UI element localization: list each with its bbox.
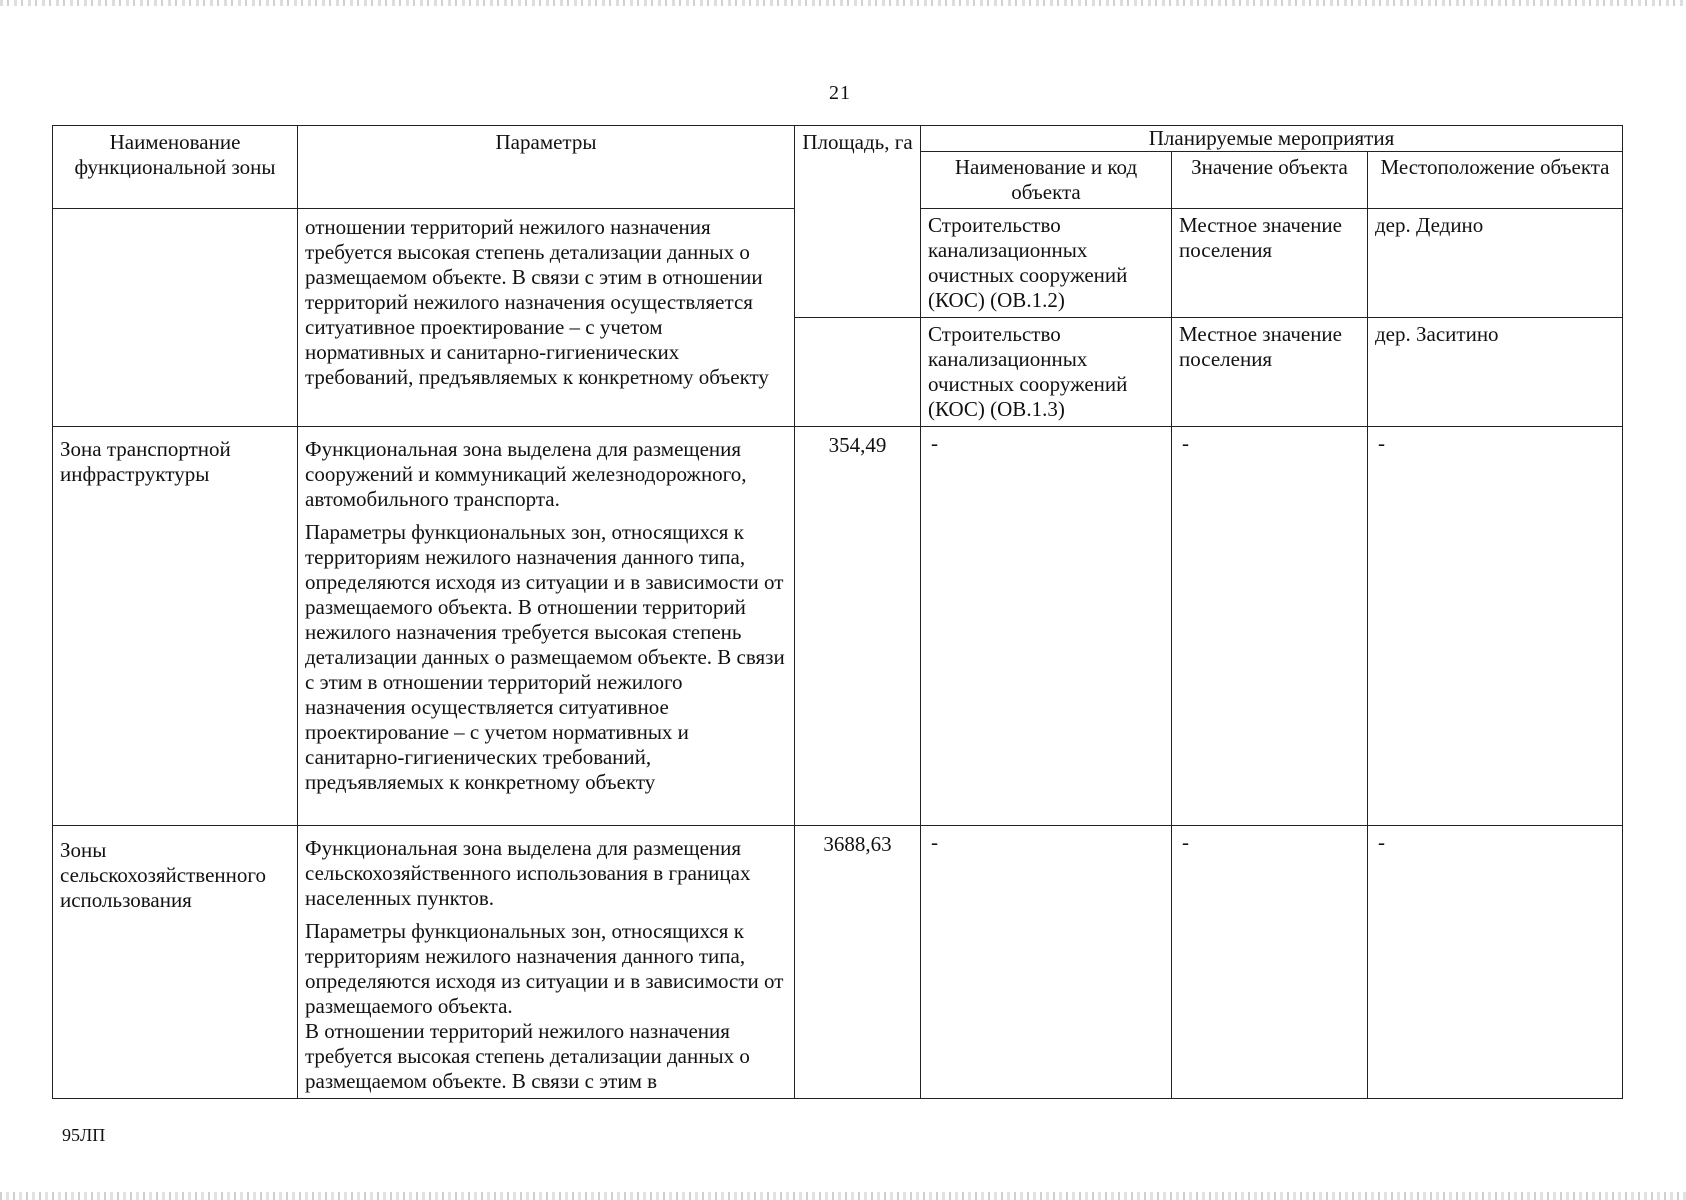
zone-area: 354,49 <box>795 427 921 826</box>
zone-parameters <box>298 826 795 1099</box>
table-row <box>53 826 1623 1099</box>
zone-object-location: - <box>1368 826 1623 1099</box>
footer-document-code: 95ЛП <box>62 1125 106 1145</box>
zone-parameters <box>298 427 795 826</box>
event-2-value: Местное значение поселения <box>1172 318 1368 427</box>
zone-object-name: - <box>921 427 1172 826</box>
continuation-area-cell <box>795 318 921 427</box>
zone-parameters-paragraph: Параметры функциональных зон, относящихся к территориям нежилого назначения данного типа, определяются исходя из ситуации и в зависимости от размещаемого объекта. В отношении территорий нежилого назначения требуется высокая степень детализации данных о размещаемом объекте. В связи с этим в отношении территорий нежилого назначения осуществляется ситуативное проектирование – с учетом нормативных и санитарно-гигиенических требований, предъявляемых к конкретному объекту <box>305 520 785 794</box>
zone-parameters-paragraph: В отношении территорий нежилого назначения требуется высокая степень детализации данных о размещаемом объекте. В связи с этим в <box>305 1019 750 1093</box>
scan-edge-bottom <box>0 1192 1686 1200</box>
header-object-location: Местоположение объекта <box>1368 152 1623 209</box>
zone-name: Зона транспортной инфраструктуры <box>53 427 298 826</box>
header-row-1 <box>53 126 1623 152</box>
zone-object-name: - <box>921 826 1172 1099</box>
header-object-value: Значение объекта <box>1172 152 1368 209</box>
header-planned-events: Планируемые мероприятия <box>921 126 1623 152</box>
zone-object-value: - <box>1172 826 1368 1099</box>
header-parameters: Параметры <box>298 126 795 209</box>
event-1-value: Местное значение поселения <box>1172 209 1368 318</box>
event-2-name: Строительство канализационных очистных сооружений (КОС) (ОВ.1.3) <box>921 318 1172 427</box>
zone-area: 3688,63 <box>795 826 921 1099</box>
zone-name: Зоны сельскохозяйственного использования <box>53 826 298 1099</box>
zone-parameters-paragraph: Функциональная зона выделена для размещения сооружений и коммуникаций железнодорожного, автомобильного транспорта. <box>305 437 747 511</box>
continuation-zone-cell <box>53 209 298 427</box>
table-row <box>53 427 1623 826</box>
zone-parameters-paragraph: Параметры функциональных зон, относящихся к территориям нежилого назначения данного типа, определяются исходя из ситуации и в зависимости от размещаемого объекта. <box>305 919 784 1018</box>
event-1-name: Строительство канализационных очистных сооружений (КОС) (ОВ.1.2) <box>921 209 1172 318</box>
header-area: Площадь, га <box>795 126 921 318</box>
scan-edge-top <box>0 0 1686 6</box>
event-2-location: дер. Заситино <box>1368 318 1623 427</box>
zone-object-location: - <box>1368 427 1623 826</box>
continuation-parameters-text: отношении территорий нежилого назначения требуется высокая степень детализации данных о размещаемом объекте. В связи с этим в отношении территорий нежилого назначения осуществляется ситуативное проектирование – с учетом нормативных и санитарно-гигиенических требований, предъявляемых к конкретному объекту <box>305 215 769 389</box>
functional-zones-table <box>52 125 1623 1099</box>
header-object-name: Наименование и код объекта <box>921 152 1172 209</box>
header-zone-name: Наименование функциональной зоны <box>53 126 298 209</box>
zone-parameters-paragraph: Функциональная зона выделена для размещения сельскохозяйственного использования в границах населенных пунктов. <box>305 836 751 910</box>
continuation-parameters-cell <box>298 209 795 427</box>
page-number: 21 <box>829 82 851 104</box>
event-1-location: дер. Дедино <box>1368 209 1623 318</box>
zone-object-value: - <box>1172 427 1368 826</box>
